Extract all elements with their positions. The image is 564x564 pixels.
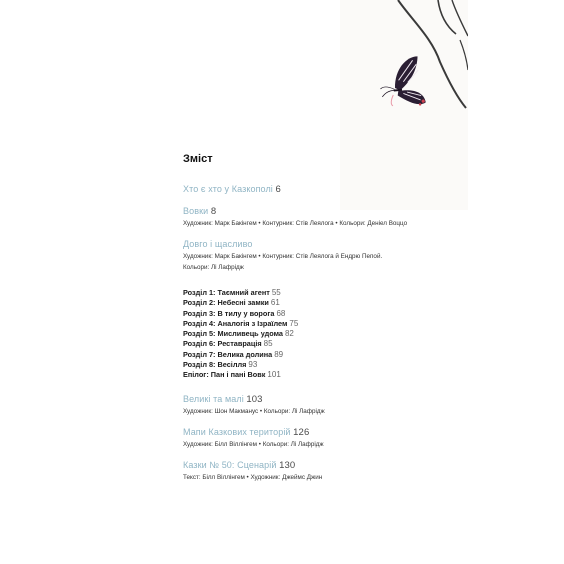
toc-entries-top xyxy=(183,184,443,272)
chapter-row xyxy=(183,360,443,370)
toc-entry-title xyxy=(183,394,443,405)
chapter-label: Розділ 4: Аналогія з Ізраїлем xyxy=(183,318,288,328)
entry-page-number: 130 xyxy=(279,459,296,471)
entry-credits: Кольори: Лі Лафрідж xyxy=(183,264,244,271)
toc-entry-title xyxy=(183,184,443,195)
toc-entry-title xyxy=(183,239,443,250)
chapter-page-number: 93 xyxy=(248,360,258,370)
chapter-page-number: 82 xyxy=(284,329,294,339)
chapter-page-number: 61 xyxy=(270,298,280,308)
chapter-label: Розділ 3: В тилу у ворога xyxy=(183,308,275,318)
chapter-row xyxy=(183,339,443,349)
entry-page-number: 126 xyxy=(293,426,310,438)
toc-entry xyxy=(183,184,443,195)
chapter-page-number: 101 xyxy=(267,370,281,380)
entry-page-number: 103 xyxy=(246,393,263,405)
toc-entry-title xyxy=(183,460,443,471)
entry-title-text: Вовки xyxy=(183,206,209,216)
chapter-label: Розділ 7: Велика долина xyxy=(183,349,273,359)
entry-title-text: Довго і щасливо xyxy=(183,239,253,249)
toc-entry xyxy=(183,427,443,449)
chapter-row xyxy=(183,350,443,360)
chapter-page-number: 85 xyxy=(263,339,273,349)
chapter-label: Розділ 2: Небесні замки xyxy=(183,298,269,308)
table-of-contents xyxy=(183,184,443,493)
toc-entries-bottom xyxy=(183,394,443,482)
chapter-page-number: 89 xyxy=(274,349,284,359)
toc-entry-title xyxy=(183,427,443,438)
chapter-row xyxy=(183,319,443,329)
entry-credits: Художник: Шон Макманус • Кольори: Лі Лафрідж xyxy=(183,407,325,415)
chapter-label: Розділ 5: Мисливець удома xyxy=(183,329,283,339)
toc-chapters xyxy=(183,288,443,381)
toc-heading: Зміст xyxy=(183,153,213,165)
entry-credits: Художник: Білл Віллінгем • Кольори: Лі Лафрідж xyxy=(183,440,324,448)
chapter-label: Розділ 1: Таємний агент xyxy=(183,288,270,297)
entry-credits: Текст: Білл Віллінгем • Художник: Джеймс Джин xyxy=(183,473,323,481)
toc-entry xyxy=(183,239,443,272)
entry-page-number: 8 xyxy=(210,206,217,217)
chapter-row xyxy=(183,298,443,308)
chapter-row xyxy=(183,370,443,380)
entry-title-text: Мапи Казкових територій xyxy=(183,426,291,437)
chapter-label: Розділ 8: Весілля xyxy=(183,360,247,370)
butterfly-branch-icon xyxy=(340,0,468,210)
chapter-row xyxy=(183,288,443,298)
chapter-label: Епілог: Пан і пані Вовк xyxy=(183,370,266,380)
entry-credits: Художник: Марк Бакінгем • Контурник: Стів Леялога • Кольори: Деніел Воццо xyxy=(183,220,408,227)
chapter-page-number: 68 xyxy=(276,308,286,318)
toc-entry xyxy=(183,394,443,416)
toc-entry xyxy=(183,206,443,228)
chapter-label: Розділ 6: Реставрація xyxy=(183,339,262,349)
chapter-page-number: 75 xyxy=(289,318,299,328)
toc-entry-title xyxy=(183,206,443,217)
entry-credits: Художник: Марк Бакінгем • Контурник: Стів Леялога й Ендрю Пепой. xyxy=(183,253,383,260)
toc-entry xyxy=(183,460,443,482)
chapter-page-number: 55 xyxy=(271,288,281,297)
entry-title-text: Великі та малі xyxy=(183,393,244,404)
entry-title-text: Казки № 50: Сценарій xyxy=(183,459,277,470)
entry-title-text: Хто є хто у Казкополі xyxy=(183,184,273,194)
chapter-row xyxy=(183,329,443,339)
entry-page-number: 6 xyxy=(275,184,281,195)
chapter-row xyxy=(183,309,443,319)
